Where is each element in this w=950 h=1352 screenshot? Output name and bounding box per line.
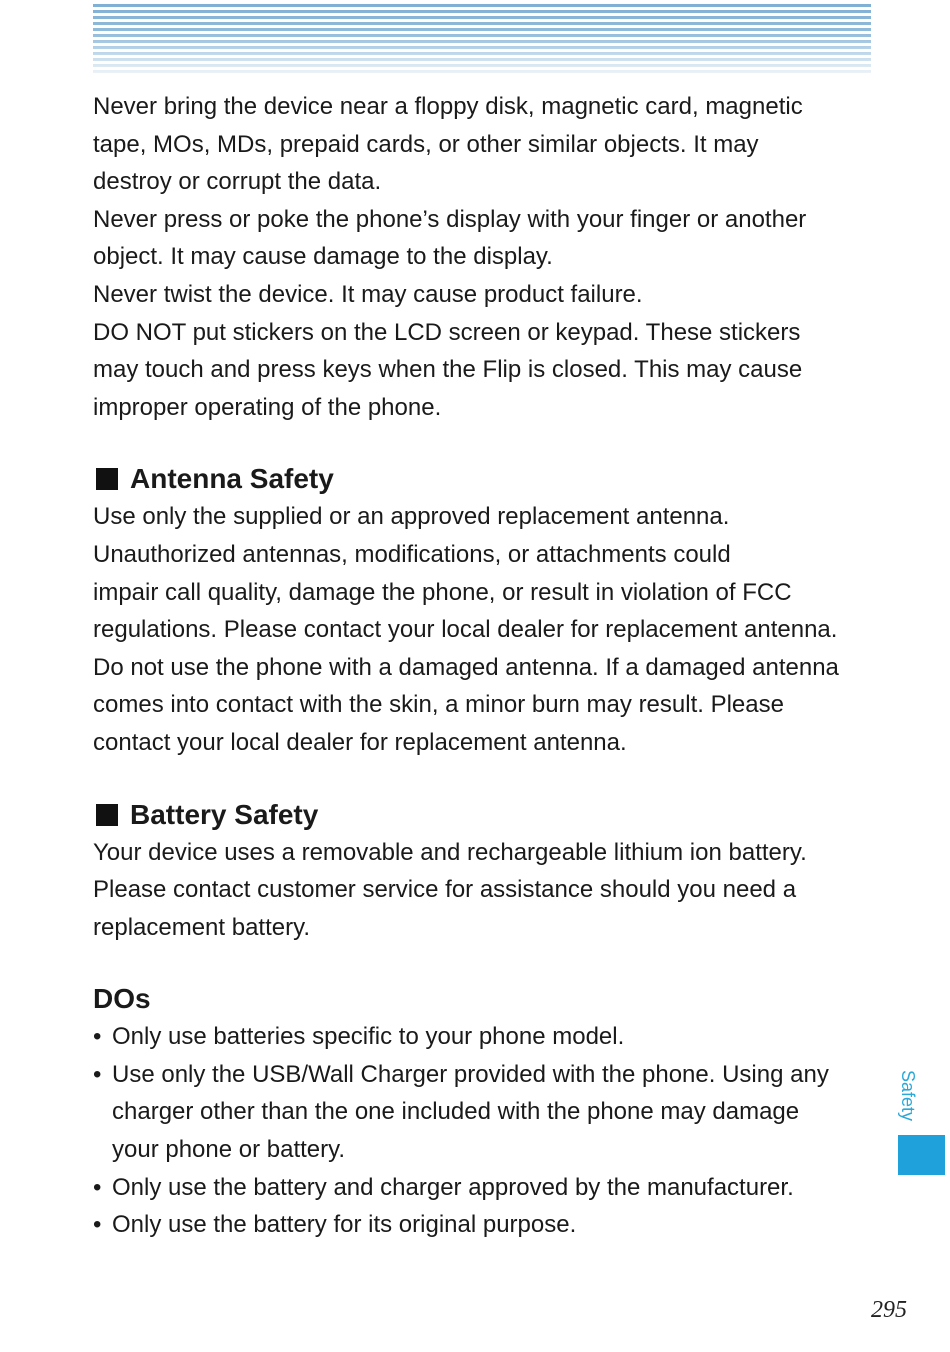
antenna-line: Do not use the phone with a damaged antenna. If a damaged antenna [93, 653, 839, 681]
battery-safety-paragraph [93, 834, 883, 947]
bullet-icon: • [93, 1023, 102, 1051]
intro-line: Never bring the device near a floppy disk, magnetic card, magnetic [93, 93, 803, 120]
intro-line: DO NOT put stickers on the LCD screen or keypad. These stickers [93, 318, 801, 346]
page-content [93, 88, 883, 1244]
antenna-line: regulations. Please contact your local dealer for replacement antenna. [93, 616, 838, 644]
list-item [93, 1169, 883, 1207]
battery-safety-title: Battery Safety [130, 798, 319, 830]
bullet-icon: • [93, 1173, 102, 1201]
side-tab-label: Safety [898, 1070, 918, 1122]
dos-heading: DOs [93, 983, 151, 1015]
bullet-icon: • [93, 1211, 102, 1239]
antenna-safety-heading [93, 460, 883, 498]
list-item-line: Only use the battery for its original purpose. [112, 1211, 577, 1239]
battery-line: replacement battery. [93, 913, 310, 941]
antenna-safety-title: Antenna Safety [130, 463, 334, 495]
square-bullet-icon [96, 468, 118, 490]
intro-line: may touch and press keys when the Flip is closed. This may cause [93, 356, 803, 384]
antenna-line: contact your local dealer for replacement antenna. [93, 728, 627, 756]
side-tab-marker [898, 1135, 945, 1175]
intro-line: Never press or poke the phone’s display with your finger or another [93, 205, 807, 233]
list-item-line: Only use batteries specific to your phone model. [112, 1023, 625, 1051]
intro-paragraph [93, 88, 883, 426]
battery-line: Please contact customer service for assistance should you need a [93, 876, 797, 904]
intro-line: destroy or corrupt the data. [93, 168, 382, 196]
bullet-icon: • [93, 1060, 102, 1088]
intro-line: improper operating of the phone. [93, 393, 442, 421]
square-bullet-icon [96, 804, 118, 826]
antenna-line: comes into contact with the skin, a minor burn may result. Please [93, 691, 784, 719]
intro-line: Never twist the device. It may cause product failure. [93, 280, 643, 308]
antenna-line: impair call quality, damage the phone, or result in violation of FCC [93, 578, 792, 606]
battery-line: Your device uses a removable and rechargeable lithium ion battery. [93, 838, 807, 866]
intro-line: tape, MOs, MDs, prepaid cards, or other similar objects. It may [93, 130, 759, 158]
antenna-safety-paragraph [93, 498, 883, 761]
page-number: 295 [871, 1297, 907, 1323]
list-item-line: Use only the USB/Wall Charger provided with the phone. Using any [112, 1060, 829, 1088]
list-item-line: charger other than the one included with the phone may damage [112, 1098, 800, 1126]
list-item-line: Only use the battery and charger approved by the manufacturer. [112, 1173, 794, 1201]
list-item-line: your phone or battery. [112, 1136, 346, 1164]
antenna-line: Unauthorized antennas, modifications, or attachments could [93, 540, 731, 568]
antenna-line: Use only the supplied or an approved replacement antenna. [93, 503, 730, 531]
list-item [93, 1056, 883, 1169]
header-stripe-band [93, 4, 871, 76]
intro-line: object. It may cause damage to the display. [93, 243, 553, 271]
battery-safety-heading [93, 796, 883, 834]
list-item [93, 1018, 883, 1056]
dos-list [93, 1018, 883, 1244]
list-item [93, 1206, 883, 1244]
